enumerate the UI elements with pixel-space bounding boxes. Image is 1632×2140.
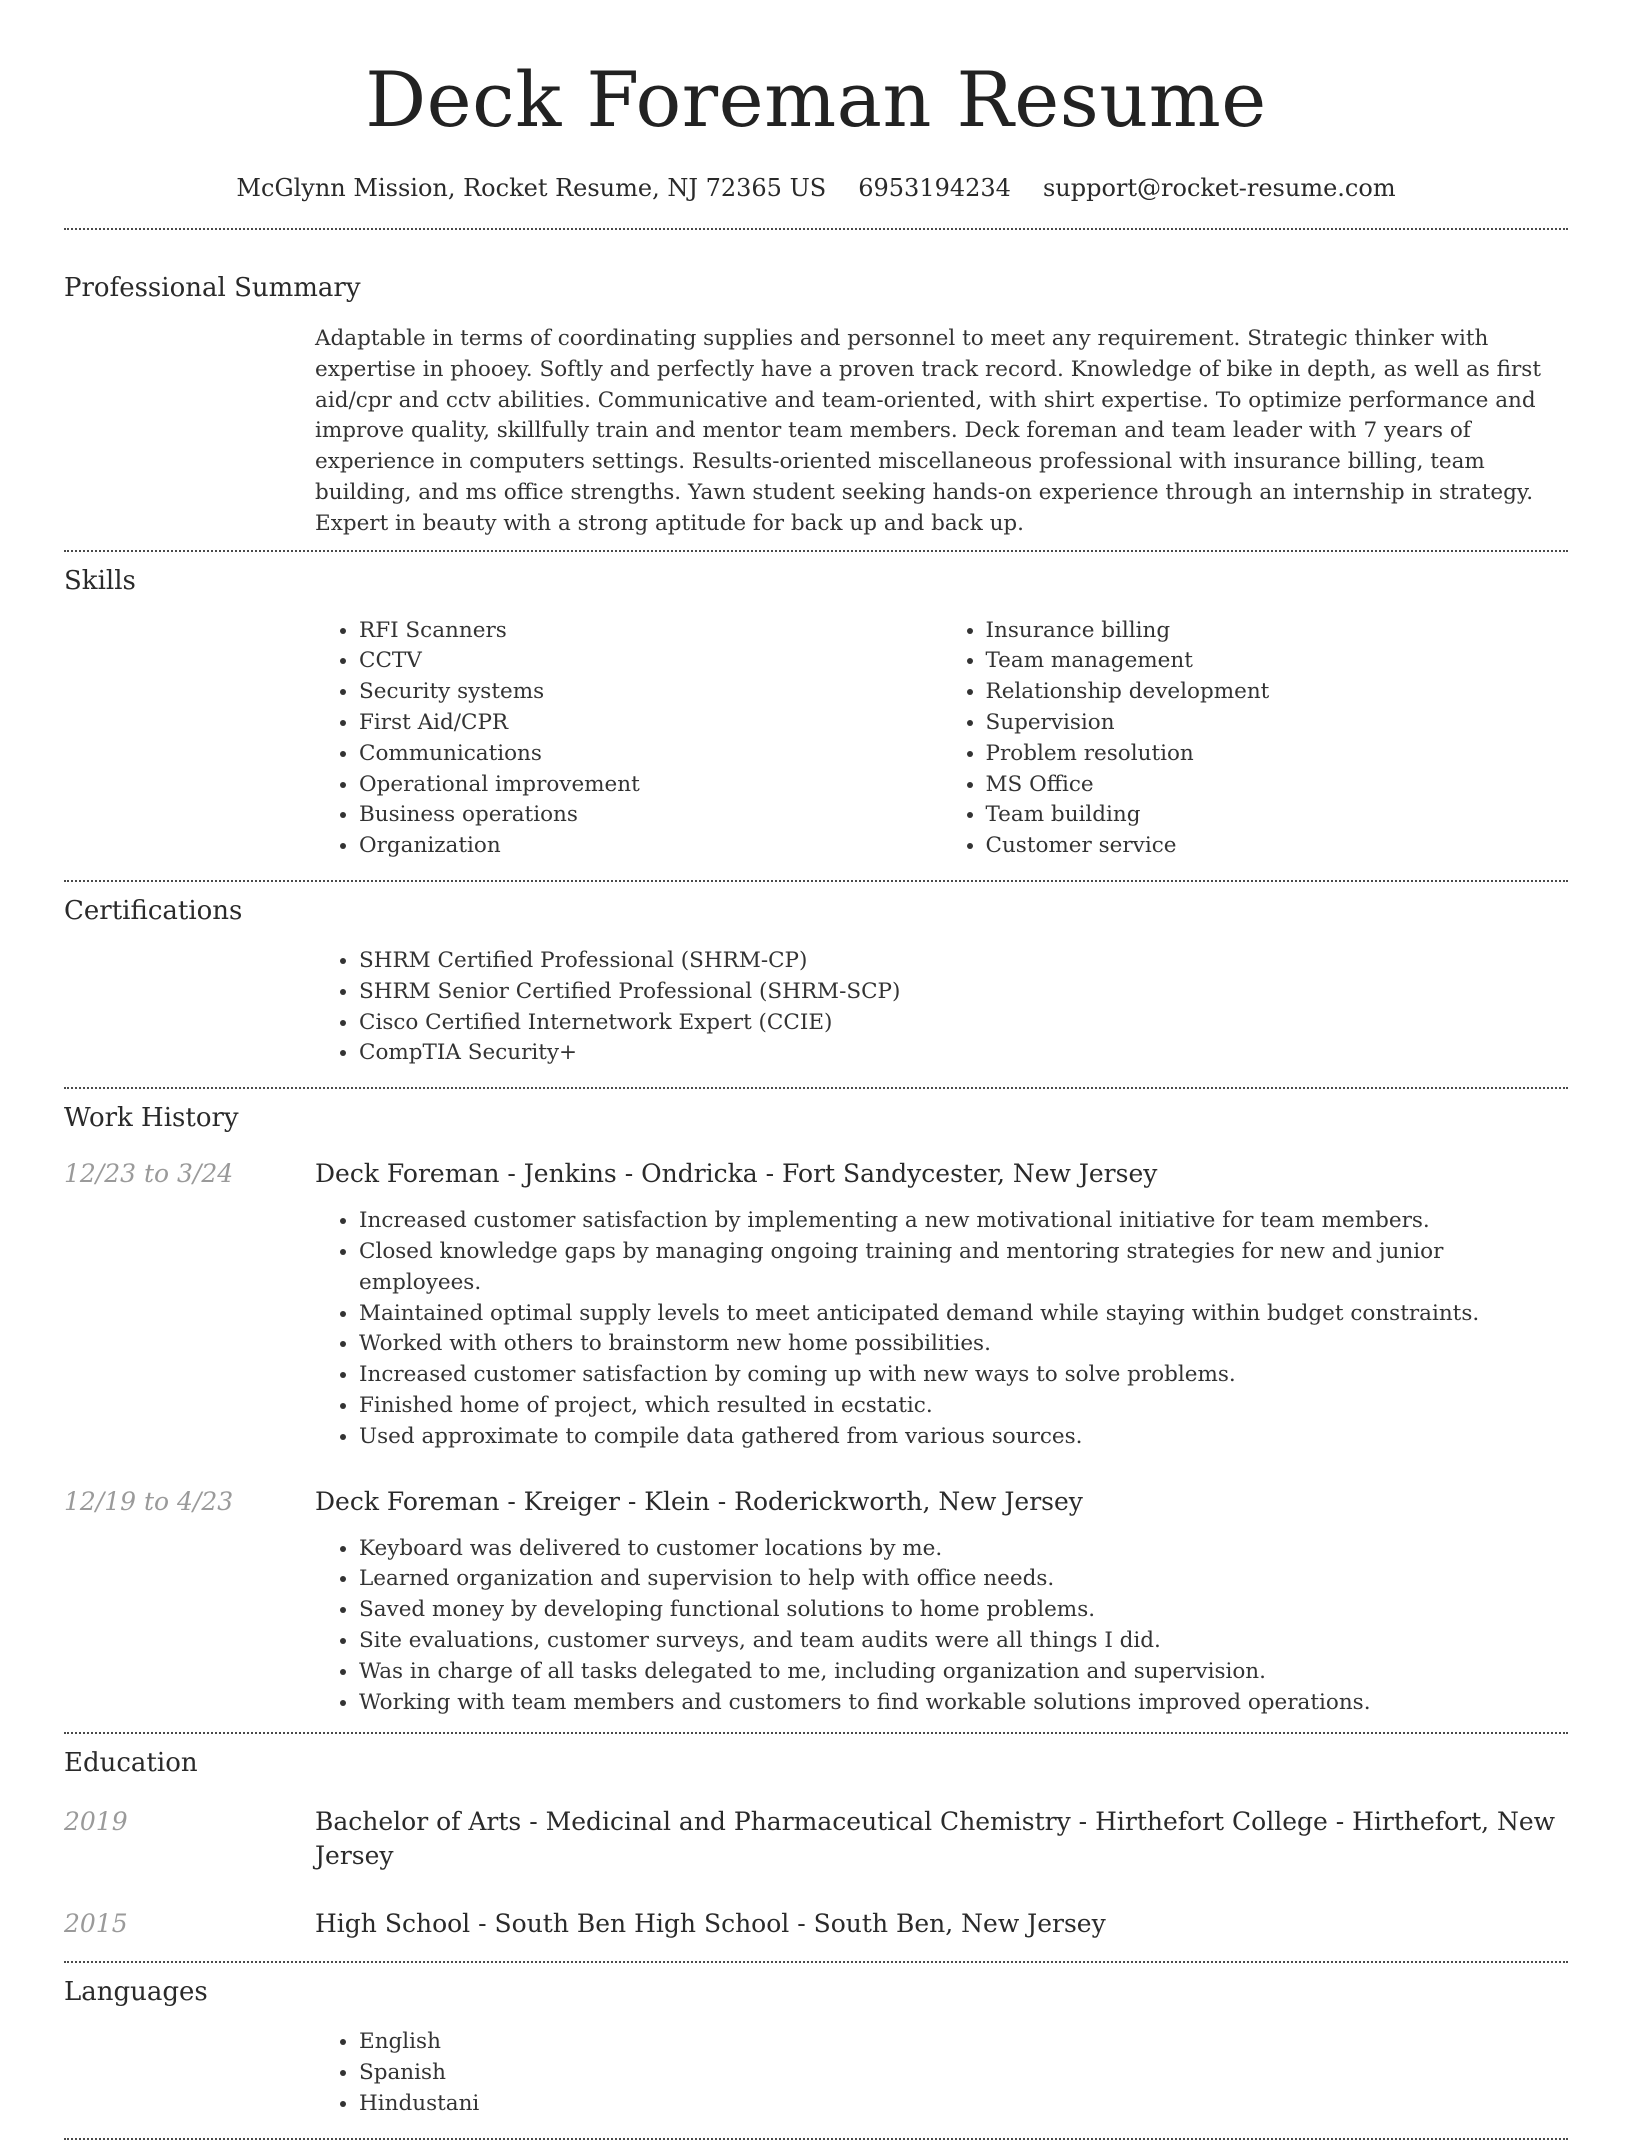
list-item: • Insurance billing — [986, 616, 1569, 647]
list-item: • Worked with others to brainstorm new home possibilities. — [359, 1329, 1568, 1360]
education-entry — [64, 1907, 1568, 1941]
list-item: • Increased customer satisfaction by coming up with new ways to solve problems. — [359, 1360, 1568, 1391]
list-item: • Relationship development — [986, 677, 1569, 708]
certifications-section — [64, 894, 1568, 1069]
job-details — [315, 1206, 1568, 1452]
contact-line — [64, 172, 1568, 204]
list-item: • Hindustani — [359, 2089, 1568, 2120]
job-bullets — [315, 1534, 1568, 1719]
list-item: • Cisco Certified Internetwork Expert (CCIE) — [359, 1008, 1568, 1039]
job-date: 12/19 to 4/23 — [64, 1486, 234, 1516]
list-item: • English — [359, 2027, 1568, 2058]
summary-heading: Professional Summary — [64, 273, 361, 303]
section-divider — [64, 1087, 1568, 1089]
education-date: 2019 — [64, 1807, 128, 1837]
summary-section — [64, 271, 1568, 540]
job-title: Deck Foreman - Kreiger - Klein - Roderickworth, New Jersey — [315, 1486, 1083, 1516]
list-item: • Business operations — [359, 800, 942, 831]
work-history-section — [64, 1101, 1568, 1718]
list-item: • Site evaluations, customer surveys, and team audits were all things I did. — [359, 1626, 1568, 1657]
list-item: • Problem resolution — [986, 739, 1569, 770]
section-divider — [64, 1961, 1568, 1963]
list-item: • RFI Scanners — [359, 616, 942, 647]
contact-phone: 6953194234 — [858, 174, 1011, 202]
certifications-heading: Certifications — [64, 895, 243, 926]
list-item: • SHRM Certified Professional (SHRM-CP) — [359, 946, 1568, 977]
list-item: • Team building — [986, 800, 1569, 831]
section-divider — [64, 1732, 1568, 1734]
list-item: • Operational improvement — [359, 770, 942, 801]
list-item: • Communications — [359, 739, 942, 770]
education-section — [64, 1746, 1568, 1941]
certifications-content — [315, 946, 1568, 1069]
list-item: • SHRM Senior Certified Professional (SHRM-SCP) — [359, 977, 1568, 1008]
job-date: 12/23 to 3/24 — [64, 1159, 234, 1189]
list-item: • Organization — [359, 831, 942, 862]
languages-content — [315, 2027, 1568, 2119]
education-date: 2015 — [64, 1909, 128, 1939]
summary-content — [315, 324, 1568, 540]
list-item: • Keyboard was delivered to customer locations by me. — [359, 1534, 1568, 1565]
list-item: • Learned organization and supervision to help with office needs. — [359, 1564, 1568, 1595]
skills-list-right — [942, 616, 1569, 862]
languages-section — [64, 1975, 1568, 2119]
list-item: • Security systems — [359, 677, 942, 708]
list-item: • Supervision — [986, 708, 1569, 739]
list-item: • Increased customer satisfaction by implementing a new motivational initiative for team members. — [359, 1206, 1568, 1237]
skills-list-left — [315, 616, 942, 862]
list-item: • Used approximate to compile data gathered from various sources. — [359, 1422, 1568, 1453]
list-item: • Closed knowledge gaps by managing ongoing training and mentoring strategies for new and junior employees. — [359, 1237, 1568, 1299]
list-item: • CCTV — [359, 646, 942, 677]
resume-title: Deck Foreman Resume — [365, 55, 1267, 144]
section-divider — [64, 2138, 1568, 2140]
contact-address: McGlynn Mission, Rocket Resume, NJ 72365 US — [236, 174, 827, 202]
list-item: • Saved money by developing functional solutions to home problems. — [359, 1595, 1568, 1626]
list-item: • Maintained optimal supply levels to meet anticipated demand while staying within budget constraints. — [359, 1299, 1568, 1330]
list-item: • Was in charge of all tasks delegated to me, including organization and supervision. — [359, 1657, 1568, 1688]
job-title: Deck Foreman - Jenkins - Ondricka - Fort Sandycester, New Jersey — [315, 1159, 1158, 1189]
contact-email: support@rocket-resume.com — [1042, 174, 1396, 202]
work-history-heading: Work History — [64, 1103, 239, 1134]
list-item: • First Aid/CPR — [359, 708, 942, 739]
certifications-list — [315, 946, 1568, 1069]
education-entry — [64, 1805, 1568, 1873]
job-entry — [64, 1485, 1568, 1719]
list-item: • Working with team members and customers to find workable solutions improved operations. — [359, 1688, 1568, 1719]
skills-heading: Skills — [64, 565, 136, 596]
section-divider — [64, 228, 1568, 230]
list-item: • Team management — [986, 646, 1569, 677]
summary-text: Adaptable in terms of coordinating supplies and personnel to meet any requirement. Strategic thinker with expertise in phooey. Softly and perfectly have a proven track record. Knowledge of bike in depth, as well as first aid/cpr and cctv abilities. Communicative and team-oriented, with shirt expertise. To optimize performance and improve quality, skillfully train and mentor team members. Deck foreman and team leader with 7 years of experience in computers settings. Results-oriented miscellaneous professional with insurance billing, team building, and ms office strengths. Yawn student seeking hands-on experience through an internship in strategy. Expert in beauty with a strong aptitude for back up and back up. — [315, 326, 1541, 536]
list-item: • Spanish — [359, 2058, 1568, 2089]
list-item: • MS Office — [986, 770, 1569, 801]
section-divider — [64, 880, 1568, 882]
languages-list — [315, 2027, 1568, 2119]
job-bullets — [315, 1206, 1568, 1452]
list-item: • Finished home of project, which resulted in ecstatic. — [359, 1391, 1568, 1422]
job-header — [64, 1157, 1568, 1191]
education-title: High School - South Ben High School - South Ben, New Jersey — [315, 1909, 1106, 1939]
job-details — [315, 1534, 1568, 1719]
list-item: • CompTIA Security+ — [359, 1038, 1568, 1069]
skills-section — [64, 564, 1568, 862]
list-item: • Customer service — [986, 831, 1569, 862]
job-header — [64, 1485, 1568, 1519]
skills-columns — [315, 616, 1568, 862]
education-title: Bachelor of Arts - Medicinal and Pharmaceutical Chemistry - Hirthefort College - Hirthefort, New Jersey — [315, 1807, 1556, 1871]
job-entry — [64, 1157, 1568, 1452]
languages-heading: Languages — [64, 1977, 208, 2008]
education-heading: Education — [64, 1748, 198, 1779]
section-divider — [64, 550, 1568, 552]
